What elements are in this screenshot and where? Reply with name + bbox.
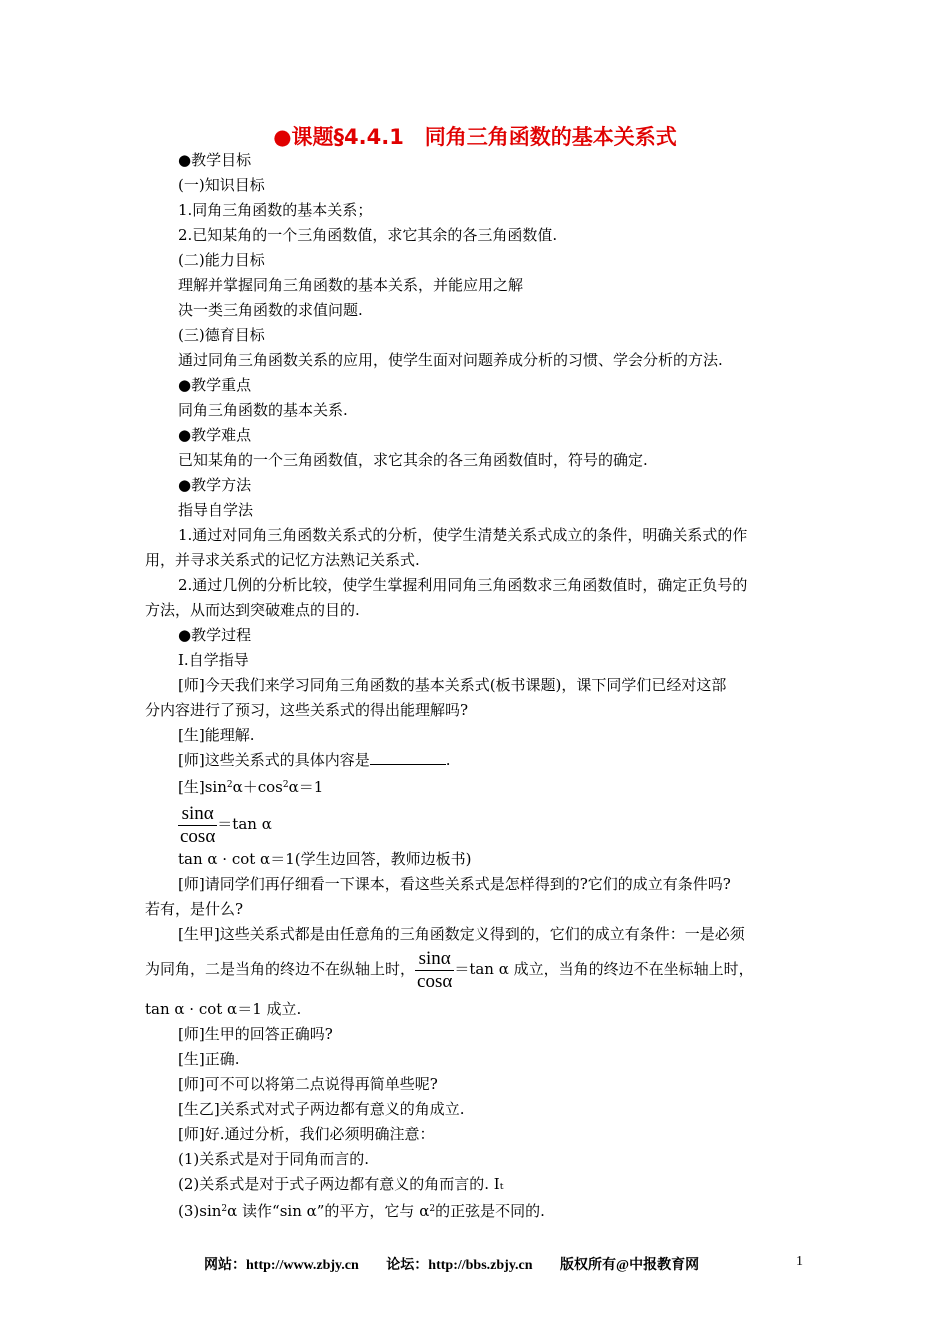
dialogue-line: [生甲]这些关系式都是由任意角的三角函数定义得到的，它们的成立有条件：一是必须 [178, 925, 745, 943]
note-line: $(3)\sin^2\alpha$ 读作“sin α”的平方，它与 $\alpha^2$的正弦是不同的. [178, 1202, 545, 1220]
paragraph-line: 2.已知某角的一个三角函数值，求它其余的各三角函数值. [178, 226, 558, 244]
dialogue-text: [师]这些关系式的具体内容是 [178, 751, 370, 769]
paragraph-line: 1.通过对同角三角函数关系式的分析，使学生清楚关系式成立的条件，明确关系式的作 [178, 526, 748, 544]
dialogue-line: [师]好.通过分析，我们必须明确注意： [178, 1125, 435, 1143]
subheading: (二)能力目标 [178, 251, 265, 269]
subheading: Ⅰ.自学指导 [178, 651, 249, 669]
fill-blank [370, 750, 446, 765]
paragraph-line: 1.同角三角函数的基本关系； [178, 201, 373, 219]
equation-line: $\frac{\sin\alpha}{\cos\alpha}$ ＝tan α [180, 802, 272, 847]
section-heading: ●教学过程 [178, 626, 252, 644]
section-heading: ●教学难点 [178, 426, 252, 444]
dialogue-line: [师]可不可以将第二点说得再简单些呢? [178, 1075, 438, 1093]
page-footer [204, 1254, 723, 1274]
equation-line: [生]$\sin^2\alpha+\cos^2\alpha=1$ [178, 778, 324, 796]
paragraph-line: 指导自学法 [178, 501, 254, 519]
footer-copyright: 版权所有@中报教育网 [560, 1258, 700, 1273]
page-number: 1 [796, 1254, 803, 1269]
footer-site: 网站：http://www.zbjy.cn [204, 1258, 359, 1273]
note-line: (2)关系式是对于式子两边都有意义的角而言的. Iₜ [178, 1175, 504, 1193]
dialogue-line: [师]今天我们来学习同角三角函数的基本关系式(板书课题)，课下同学们已经对这部 [178, 676, 727, 694]
equation-line: tan α · cot α＝1(学生边回答，教师边板书) [178, 850, 472, 868]
dialogue-line: [师]生甲的回答正确吗? [178, 1025, 333, 1043]
paragraph-line: 用，并寻求关系式的记忆方法熟记关系式. [145, 551, 420, 569]
fraction: $\frac{\sin\alpha}{\cos\alpha}$ [180, 802, 216, 847]
paragraph-line: 通过同角三角函数关系的应用，使学生面对问题养成分析的习惯、学会分析的方法. [178, 351, 723, 369]
fraction: $\frac{\sin\alpha}{\cos\alpha}$ [417, 947, 453, 992]
paragraph-line: 同角三角函数的基本关系. [178, 401, 348, 419]
dialogue-line: 若有，是什么? [145, 900, 244, 918]
footer-forum: 论坛：http://bbs.zbjy.cn [386, 1258, 533, 1273]
dialogue-line: 为同角，二是当角的终边不在纵轴上时， $\frac{\sin\alpha}{\cos\alpha}$ ＝tan α 成立，当角的终边不在坐标轴上时， [145, 947, 754, 992]
section-heading: ●教学目标 [178, 151, 252, 169]
dialogue-line: [生乙]关系式对式子两边都有意义的角成立. [178, 1100, 465, 1118]
dialogue-line: [生]正确. [178, 1050, 240, 1068]
note-line: (1)关系式是对于同角而言的. [178, 1150, 370, 1168]
subheading: (三)德育目标 [178, 326, 265, 344]
page-title: ●课题§4.4.1 同角三角函数的基本关系式 [273, 125, 677, 149]
section-heading: ●教学重点 [178, 376, 252, 394]
subheading: (一)知识目标 [178, 176, 265, 194]
paragraph-line: 方法，从而达到突破难点的目的. [145, 601, 360, 619]
dialogue-line: [生]能理解. [178, 726, 255, 744]
paragraph-line: 已知某角的一个三角函数值，求它其余的各三角函数值时，符号的确定. [178, 451, 648, 469]
dialogue-line [178, 750, 451, 770]
dialogue-line: [师]请同学们再仔细看一下课本，看这些关系式是怎样得到的?它们的成立有条件吗? [178, 875, 731, 893]
paragraph-line: 决一类三角函数的求值问题. [178, 301, 363, 319]
period: . [445, 751, 451, 769]
section-heading: ●教学方法 [178, 476, 252, 494]
paragraph-line: 理解并掌握同角三角函数的基本关系，并能应用之解 [178, 276, 524, 294]
paragraph-line: 2.通过几例的分析比较，使学生掌握利用同角三角函数求三角函数值时，确定正负号的 [178, 576, 748, 594]
dialogue-line: 分内容进行了预习，这些关系式的得出能理解吗? [145, 701, 469, 719]
equation-line: tan α · cot α＝1 成立. [145, 1000, 302, 1018]
